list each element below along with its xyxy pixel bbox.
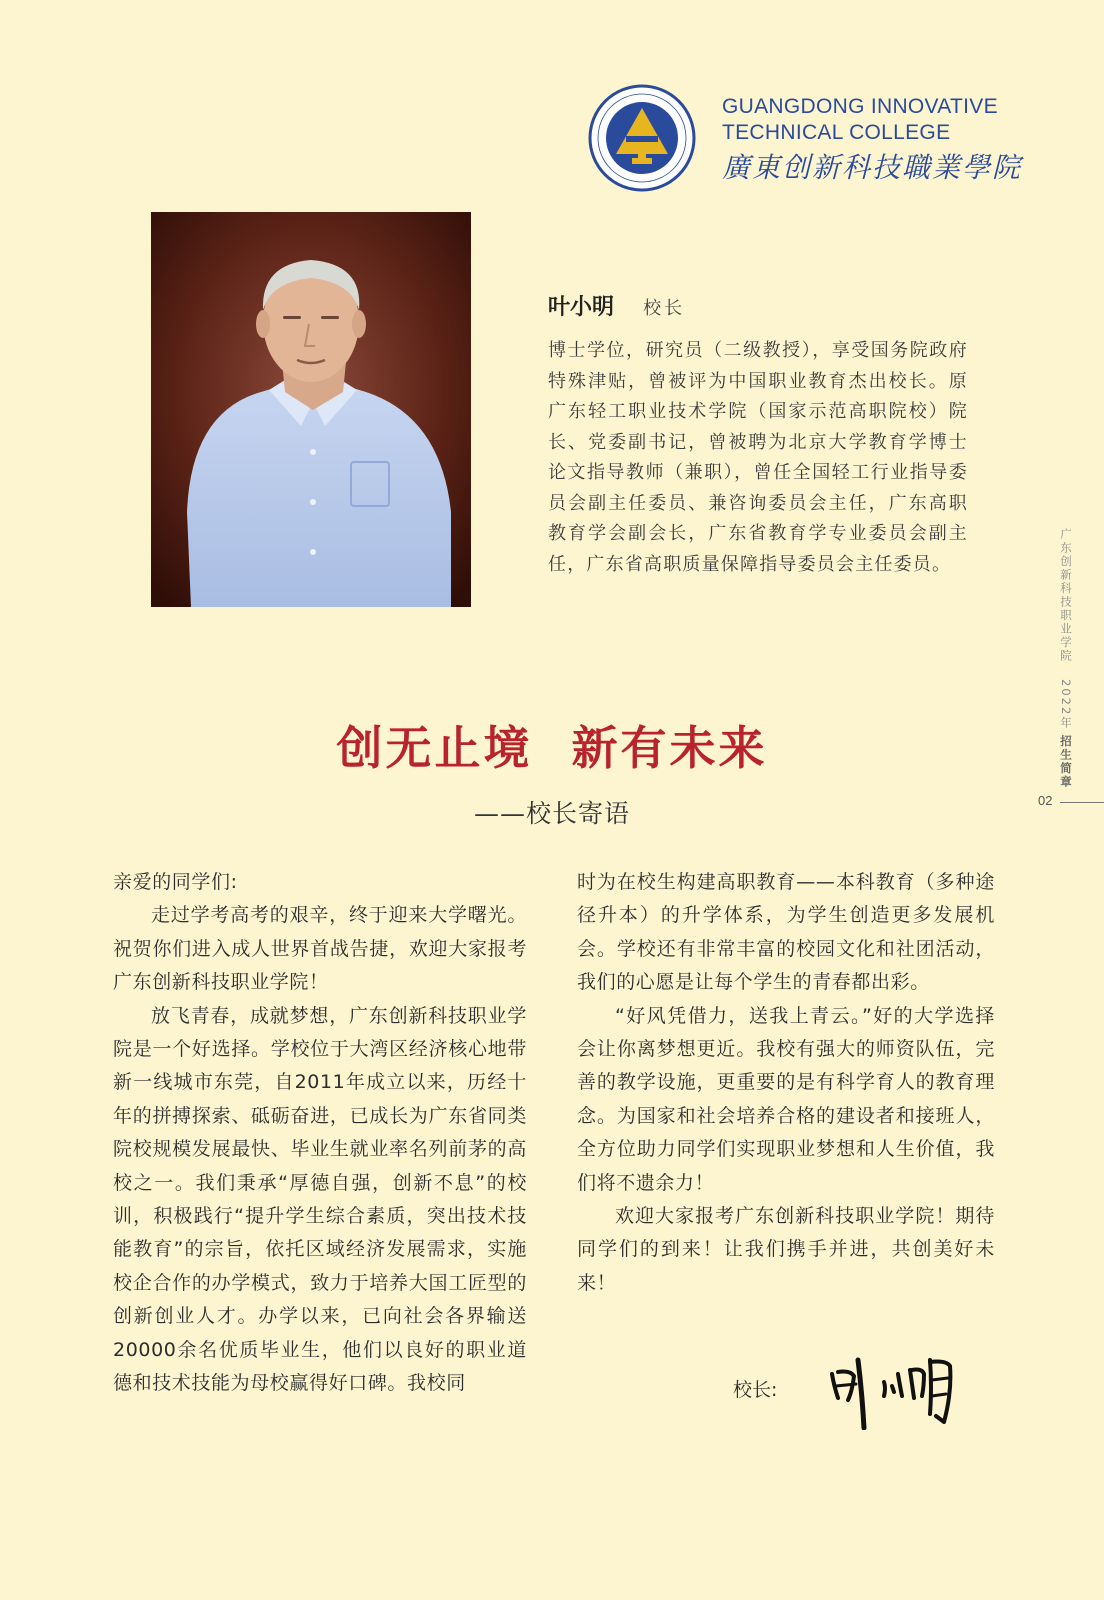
college-name-block	[722, 94, 1022, 188]
college-name-en-line1: GUANGDONG INNOVATIVE	[722, 95, 998, 118]
letter-paragraph-3: “好风凭借力，送我上青云。”好的大学选择会让你离梦想更近。我校有强大的师资队伍，完善的教学设施，更重要的是有科学育人的教育理念。为国家和社会培养合格的建设者和接班人，全方位助力同学们实现职业梦想和人生价值，我们将不遗余力！	[577, 1004, 995, 1194]
president-bio	[548, 290, 968, 580]
signature-label: 校长:	[733, 1379, 778, 1401]
letter-paragraph-2-part2: 时为在校生构建高职教育——本科教育（多种途径升本）的升学体系，为学生创造更多发展机会。学校还有非常丰富的校园文化和社团活动，我们的心愿是让每个学生的青春都出彩。	[577, 871, 995, 994]
letter-column-left	[113, 866, 527, 1401]
president-title: 校长	[643, 298, 686, 319]
letter-paragraph-2-part1: 放飞青春，成就梦想，广东创新科技职业学院是一个好选择。学校位于大湾区经济核心地带新一线城市东莞，自2011年成立以来，历经十年的拼搏探索、砥砺奋进，已成长为广东省同类院校规模发展最快、毕业生就业率名列前茅的高校之一。我们秉承“厚德自强，创新不息”的校训，积极践行“提升学生综合素质，突出技术技能教育”的宗旨，依托区域经济发展需求，实施校企合作的办学模式，致力于培养大国工匠型的创新创业人才。办学以来，已向社会各界输送20000余名优质毕业生，他们以良好的职业道德和技术技能为母校赢得好口碑。我校同	[113, 1004, 527, 1395]
page-subtitle: ——校长寄语	[473, 799, 630, 828]
college-name-cn: 廣東创新科技職業學院	[722, 151, 1023, 184]
side-booklet: 招生简章	[1059, 735, 1073, 790]
president-name: 叶小明	[548, 295, 615, 320]
letter-paragraph-1: 走过学考高考的艰辛，终于迎来大学曙光。祝贺你们进入成人世界首战告捷，欢迎大家报考广东创新科技职业学院！	[113, 904, 527, 994]
letter-greeting: 亲爱的同学们:	[113, 871, 238, 893]
college-seal-logo	[588, 84, 696, 192]
letter-paragraph-4: 欢迎大家报考广东创新科技职业学院！期待同学们的到来！让我们携手并进，共创美好未来！	[577, 1205, 995, 1294]
portrait-photo-icon	[151, 212, 471, 607]
president-bio-text: 博士学位，研究员（二级教授），享受国务院政府特殊津贴，曾被评为中国职业教育杰出校长。原广东轻工职业技术学院（国家示范高职院校）院长、党委副书记，曾被聘为北京大学教育学博士论文指导教师（兼职），曾任全国轻工行业指导委员会副主任委员、兼咨询委员会主任，广东高职教育学会副会长，广东省教育学专业委员会副主任，广东省高职质量保障指导委员会主任委员。	[548, 340, 968, 575]
college-name-en-line2: TECHNICAL COLLEGE	[722, 121, 951, 144]
page-number: 02	[1038, 793, 1053, 808]
side-year: 2022年	[1059, 678, 1073, 730]
page-title: 创无止境 新有未来	[336, 721, 768, 775]
handwritten-signature	[826, 1352, 966, 1430]
letter-column-right	[577, 866, 995, 1300]
side-college-name: 广东创新科技职业学院	[1059, 528, 1073, 663]
president-photo	[151, 212, 471, 607]
